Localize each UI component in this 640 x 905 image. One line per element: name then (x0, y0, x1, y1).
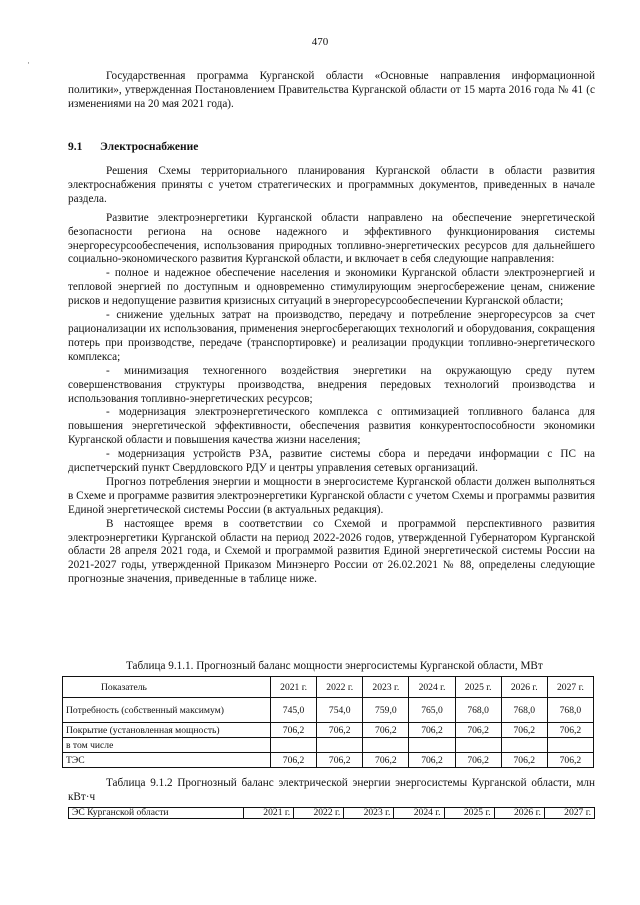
table-cell: 768,0 (455, 698, 501, 723)
page-number: 470 (311, 36, 329, 48)
list-item: - полное и надежное обеспечение населения и экономики Курганской области электроэнергией и тепловой энергией по доступным и одновременно стимулирующим энергосбережение ценам, снижение рисков и недопущение развития кризисных ситуаций в энергоресурсообеспечении Курганской области; (68, 267, 595, 308)
table-cell: 706,2 (409, 723, 455, 738)
table-row (63, 753, 594, 768)
header-cell: 2025 г. (444, 808, 494, 819)
energy-balance-table (68, 807, 595, 819)
header-cell: 2026 г. (501, 677, 547, 698)
table-row (63, 738, 594, 753)
table-cell: 706,2 (409, 753, 455, 768)
row-label: в том числе (63, 738, 271, 753)
paragraph: Решения Схемы территориального планирования Курганской области в области развития электроснабжения приняты с учетом стратегических и программных документов, приведенных в начале раздела. (68, 165, 595, 205)
table-cell: 706,2 (547, 723, 593, 738)
list-item: - модернизация электроэнергетического комплекса с оптимизацией топливного баланса для повышения энергетической эффективности, обеспечения развития конкурентоспособности экономики Курганской области и повышения качества жизни населения; (68, 406, 595, 447)
list-item: - модернизация устройств РЗА, развитие системы сбора и передачи информации с ПС на диспетчерский пункт Свердловского РДУ и центры управления сетевых организаций. (68, 448, 595, 475)
table-cell: 706,2 (317, 723, 363, 738)
table-cell: 745,0 (271, 698, 317, 723)
power-balance-table (62, 676, 594, 768)
intro-paragraph: Государственная программа Курганской области «Основные направления информационной политики», утвержденная Постановлением Правительства Курганской области от 15 марта 2016 года № 41 (с изменениями на 20 мая 2021 года). (68, 70, 595, 110)
header-cell: 2027 г. (544, 808, 594, 819)
table-cell: 706,2 (363, 753, 409, 768)
table-cell (409, 738, 455, 753)
table-cell: 765,0 (409, 698, 455, 723)
table-cell: 706,2 (271, 723, 317, 738)
header-cell: 2024 г. (394, 808, 444, 819)
table-cell: 706,2 (547, 753, 593, 768)
table-cell: 706,2 (271, 753, 317, 768)
header-cell: 2022 г. (317, 677, 363, 698)
header-cell: 2021 г. (244, 808, 294, 819)
table-cell: 754,0 (317, 698, 363, 723)
header-cell: 2023 г. (363, 677, 409, 698)
table-cell: 759,0 (363, 698, 409, 723)
section-title: Электроснабжение (100, 141, 199, 153)
table-cell: 706,2 (363, 723, 409, 738)
row-label: ТЭС (63, 753, 271, 768)
list-item: - минимизация техногенного воздействия энергетики на окружающую среду путем совершенствования структуры производства, внедрения передовых технологий производства и использования топливно-энергетических ресурсов; (68, 364, 595, 405)
table-cell: 706,2 (501, 723, 547, 738)
paragraph: Развитие электроэнергетики Курганской области направлено на обеспечение энергетической безопасности региона на основе надежного и эффективного функционирования системы энергоресурсообеспечения, использования природных топливно-энергетических ресурсов для дальнейшего социально-экономического развития Курганской области, и включает в себя следующие направления: (68, 211, 595, 266)
table-cell (363, 738, 409, 753)
table-row (63, 723, 594, 738)
header-cell: 2026 г. (494, 808, 544, 819)
table-cell: 706,2 (501, 753, 547, 768)
header-cell: 2025 г. (455, 677, 501, 698)
section-number: 9.1 (68, 141, 83, 153)
table-row (63, 698, 594, 723)
table-cell: 768,0 (501, 698, 547, 723)
header-cell: 2027 г. (547, 677, 593, 698)
header-cell: 2023 г. (344, 808, 394, 819)
table-cell: 768,0 (547, 698, 593, 723)
header-cell: 2024 г. (409, 677, 455, 698)
table1-caption: Таблица 9.1.1. Прогнозный баланс мощности энергосистемы Курганской области, МВт (126, 660, 543, 672)
body-text (68, 165, 595, 587)
header-cell: Показатель (63, 677, 271, 698)
row-label: Покрытие (установленная мощность) (63, 723, 271, 738)
list-item: - снижение удельных затрат на производство, передачу и потребление энергоресурсов за счет рационализации их использования, применения энергосберегающих технологий и оборудования, сокращения потерь при производстве, передаче (транспортировке) и реализации продукции топливно-энергетического комплекса; (68, 309, 595, 363)
paragraph: В настоящее время в соответствии со Схемой и программой перспективного развития электроэнергетики Курганской области на период 2022-2026 годов, утвержденной Губернатором Курганской области 28 апреля 2021 года, и Схемой и программой развития Единой энергетической системы России на 2021-2027 годы, утвержденной Приказом Минэнерго России от 26.02.2021 № 88, определены следующие прогнозные значения, приведенные в таблице ниже. (68, 517, 595, 586)
table2-caption: Таблица 9.1.2 Прогнозный баланс электрической энергии энергосистемы Курганской области, млн кВт·ч (68, 777, 595, 803)
table-cell (501, 738, 547, 753)
header-cell: 2021 г. (271, 677, 317, 698)
header-cell: ЭС Курганской области (69, 808, 244, 819)
header-cell: 2022 г. (294, 808, 344, 819)
table-cell (317, 738, 363, 753)
table-cell: 706,2 (317, 753, 363, 768)
table-header-row (69, 808, 595, 819)
section-heading (68, 141, 198, 153)
table-cell: 706,2 (455, 753, 501, 768)
margin-mark: · (27, 58, 30, 68)
table-cell (271, 738, 317, 753)
table-header-row (63, 677, 594, 698)
table-cell (547, 738, 593, 753)
table-cell: 706,2 (455, 723, 501, 738)
table-cell (455, 738, 501, 753)
paragraph: Прогноз потребления энергии и мощности в энергосистеме Курганской области должен выполняться в Схеме и программе развития электроэнергетики Курганской области с учетом Схемы и программы развития Единой энергетической системы России (в актуальных редакция). (68, 475, 595, 516)
row-label: Потребность (собственный максимум) (63, 698, 271, 723)
